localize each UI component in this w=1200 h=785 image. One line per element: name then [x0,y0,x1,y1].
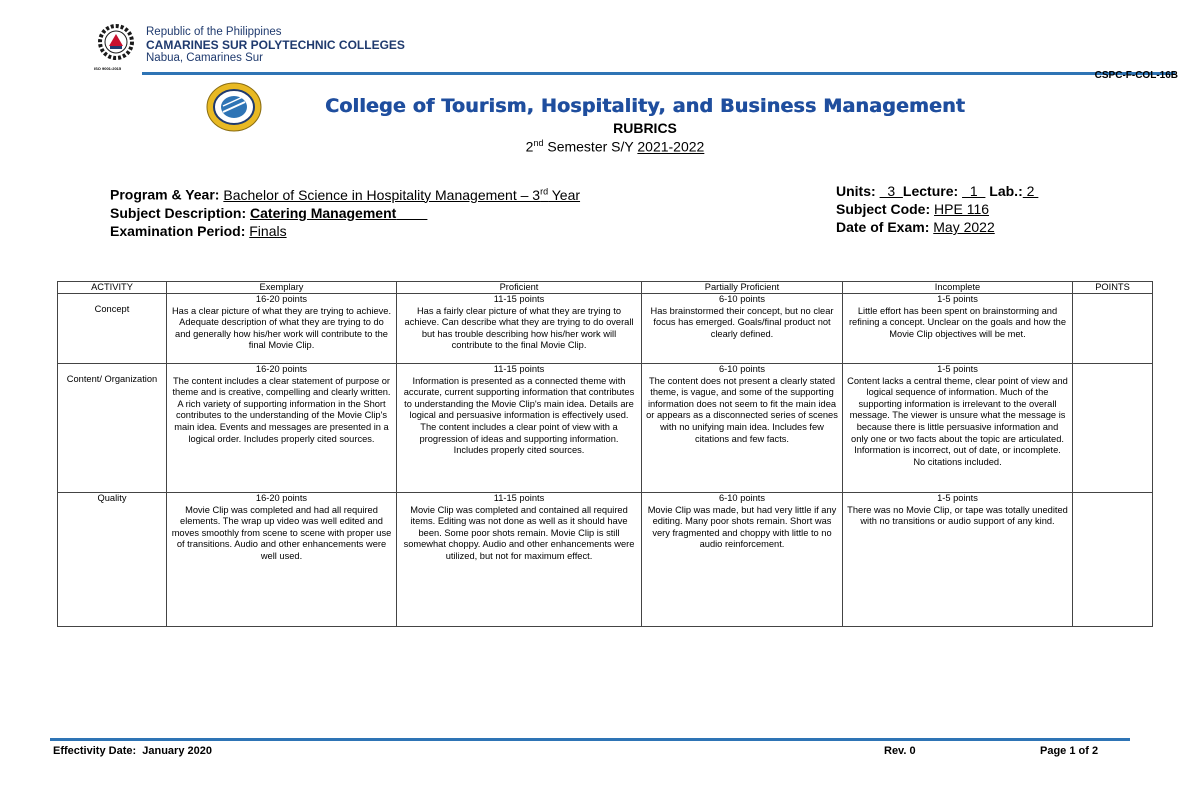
points-range: 16-20 points [255,493,308,503]
points-range: 6-10 points [719,294,765,304]
revision-number: Rev. 0 [884,745,916,757]
criteria-text: Has a clear picture of what they are trying to achieve. Adequate description of what they are trying to do and generally how his/her work will contribute to the final Movie Clip. [171,305,392,351]
institution-location: Nabua, Camarines Sur [146,52,263,64]
rubric-table [57,281,1153,627]
effectivity-date: Effectivity Date: January 2020 [53,745,212,757]
criteria-text: Movie Clip was made, but had very little if any editing. Many poor shots remain. Short was very fragmented and choppy with little to no audio reinforcement. [647,504,837,550]
points-cell[interactable] [1073,364,1153,493]
activity-cell: Concept [58,294,167,364]
criteria-cell [167,364,397,493]
program-value: Bachelor of Science in Hospitality Management – 3rd Year [223,186,581,203]
code-value: HPE 116 [934,201,990,217]
exam-value: Finals [249,222,287,239]
table-header-row [58,282,1153,294]
unit-info [836,182,1038,236]
criteria-text: Has brainstormed their concept, but no clear focus has emerged. Goals/final product not clearly defined. [650,305,834,339]
criteria-text: Content lacks a central theme, clear point of view and logical sequence of information. Much of the supporting information is irrelevant to the overall message. The viewer is unsure what the message is because there is little persuasive information and only one or two facts about the topic are articulated. Information is incorrect, out of date, or incomplete. No citations included. [847,375,1068,467]
criteria-cell [167,493,397,627]
points-range: 6-10 points [719,493,765,503]
header-exemplary: Exemplary [167,282,397,294]
header-activity: ACTIVITY [58,282,167,294]
gear-seal-icon [95,22,137,72]
criteria-cell [397,493,642,627]
units-label: Units: [836,183,876,199]
criteria-cell [642,294,843,364]
criteria-cell [843,364,1073,493]
points-range: 1-5 points [937,364,978,374]
date-value: May 2022 [933,219,995,235]
header-incomplete: Incomplete [843,282,1073,294]
semester-number: 2 [525,138,534,155]
program-label: Program & Year: [110,186,220,203]
iso-caption: ISO 9001:2015 [94,66,122,71]
points-range: 1-5 points [937,493,978,503]
criteria-cell [397,294,642,364]
criteria-cell [397,364,642,493]
table-row [58,294,1153,364]
exam-label: Examination Period: [110,222,246,239]
criteria-text: Has a fairly clear picture of what they are trying to achieve. Can describe what they are trying to do overall but has trouble describing how his/her work will contribute to the final Movie Clip. [404,305,634,351]
activity-cell: Quality [58,493,167,627]
date-label: Date of Exam: [836,219,930,235]
points-range: 11-15 points [493,364,545,374]
subject-value: Catering Management [250,204,397,221]
semester-suffix: nd [533,138,544,148]
institution-header [146,26,405,65]
points-range: 16-20 points [255,294,308,304]
semester-text: Semester S/Y [543,138,638,155]
points-range: 16-20 points [255,364,308,374]
points-range: 1-5 points [937,294,978,304]
table-row [58,493,1153,627]
code-label: Subject Code: [836,201,931,217]
criteria-text: Movie Clip was completed and had all required elements. The wrap up video was well edited and moves smoothly from scene to scene with proper use of transitions. Audio and other enhancements were well used. [171,504,392,561]
form-code: CSPC-F-COL-16B [1094,70,1178,81]
points-range: 11-15 points [493,493,545,503]
criteria-cell [843,493,1073,627]
points-cell[interactable] [1073,294,1153,364]
header-partially-proficient: Partially Proficient [642,282,843,294]
school-year: 2021-2022 [637,138,705,155]
header-rule [142,72,1175,75]
table-row [58,364,1153,493]
footer-rule [50,738,1130,741]
document-title: RUBRICS [613,120,677,136]
criteria-cell [642,364,843,493]
points-cell[interactable] [1073,493,1153,627]
subject-label: Subject Description: [110,204,247,221]
criteria-text: There was no Movie Clip, or tape was totally unedited with no transitions or audio support of any kind. [847,504,1068,527]
criteria-cell [642,493,843,627]
points-range: 6-10 points [719,364,765,374]
course-info [110,182,580,240]
criteria-text: Movie Clip was completed and contained all required items. Editing was not done as well as it should have been. Some poor shots remain. Movie Clip is still somewhat choppy. Audio and other enhancements were utilized, but not for maximum effect. [403,504,635,561]
criteria-text: Little effort has been spent on brainstorming and refining a concept. Unclear on the goals and how the Movie Clip objectives will be met. [848,305,1067,339]
criteria-cell [843,294,1073,364]
criteria-cell [167,294,397,364]
criteria-text: Information is presented as a connected theme with accurate, current supporting information that contributes to understanding the Movie Clip's main idea. Details are logical and persuasive information is effectively used. The content includes a clear point of view with a progression of ideas and supporting information. Includes properly cited sources. [403,375,635,456]
lab-label: Lab.: [989,183,1023,199]
header-points: POINTS [1073,282,1153,294]
criteria-text: The content does not present a clearly stated theme, is vague, and some of the supporting information does not seem to fit the main idea or appears as a disconnected series of scenes with no unifying main idea. Includes few citations and few facts. [646,375,838,444]
institution-name: CAMARINES SUR POLYTECHNIC COLLEGES [146,38,405,52]
points-range: 11-15 points [493,294,545,304]
republic-line: Republic of the Philippines [146,26,282,38]
units-value: 3 [879,183,903,199]
lecture-label: Lecture: [902,183,959,199]
criteria-text: The content includes a clear statement of purpose or theme and is creative, compelling and clearly written. A rich variety of supporting information in the Short contributes to the understanding of the Movie Clip's main idea. Events and messages are presented in a logical order. Includes properly cited sources. [172,375,391,444]
lab-value: 2 [1022,183,1039,199]
page-number: Page 1 of 2 [1040,745,1099,757]
lecture-value: 1 [962,183,986,199]
college-title: College of Tourism, Hospitality, and Business Management [324,95,965,117]
header-proficient: Proficient [397,282,642,294]
semester-line [0,138,1200,155]
activity-cell: Content/ Organization [58,364,167,493]
